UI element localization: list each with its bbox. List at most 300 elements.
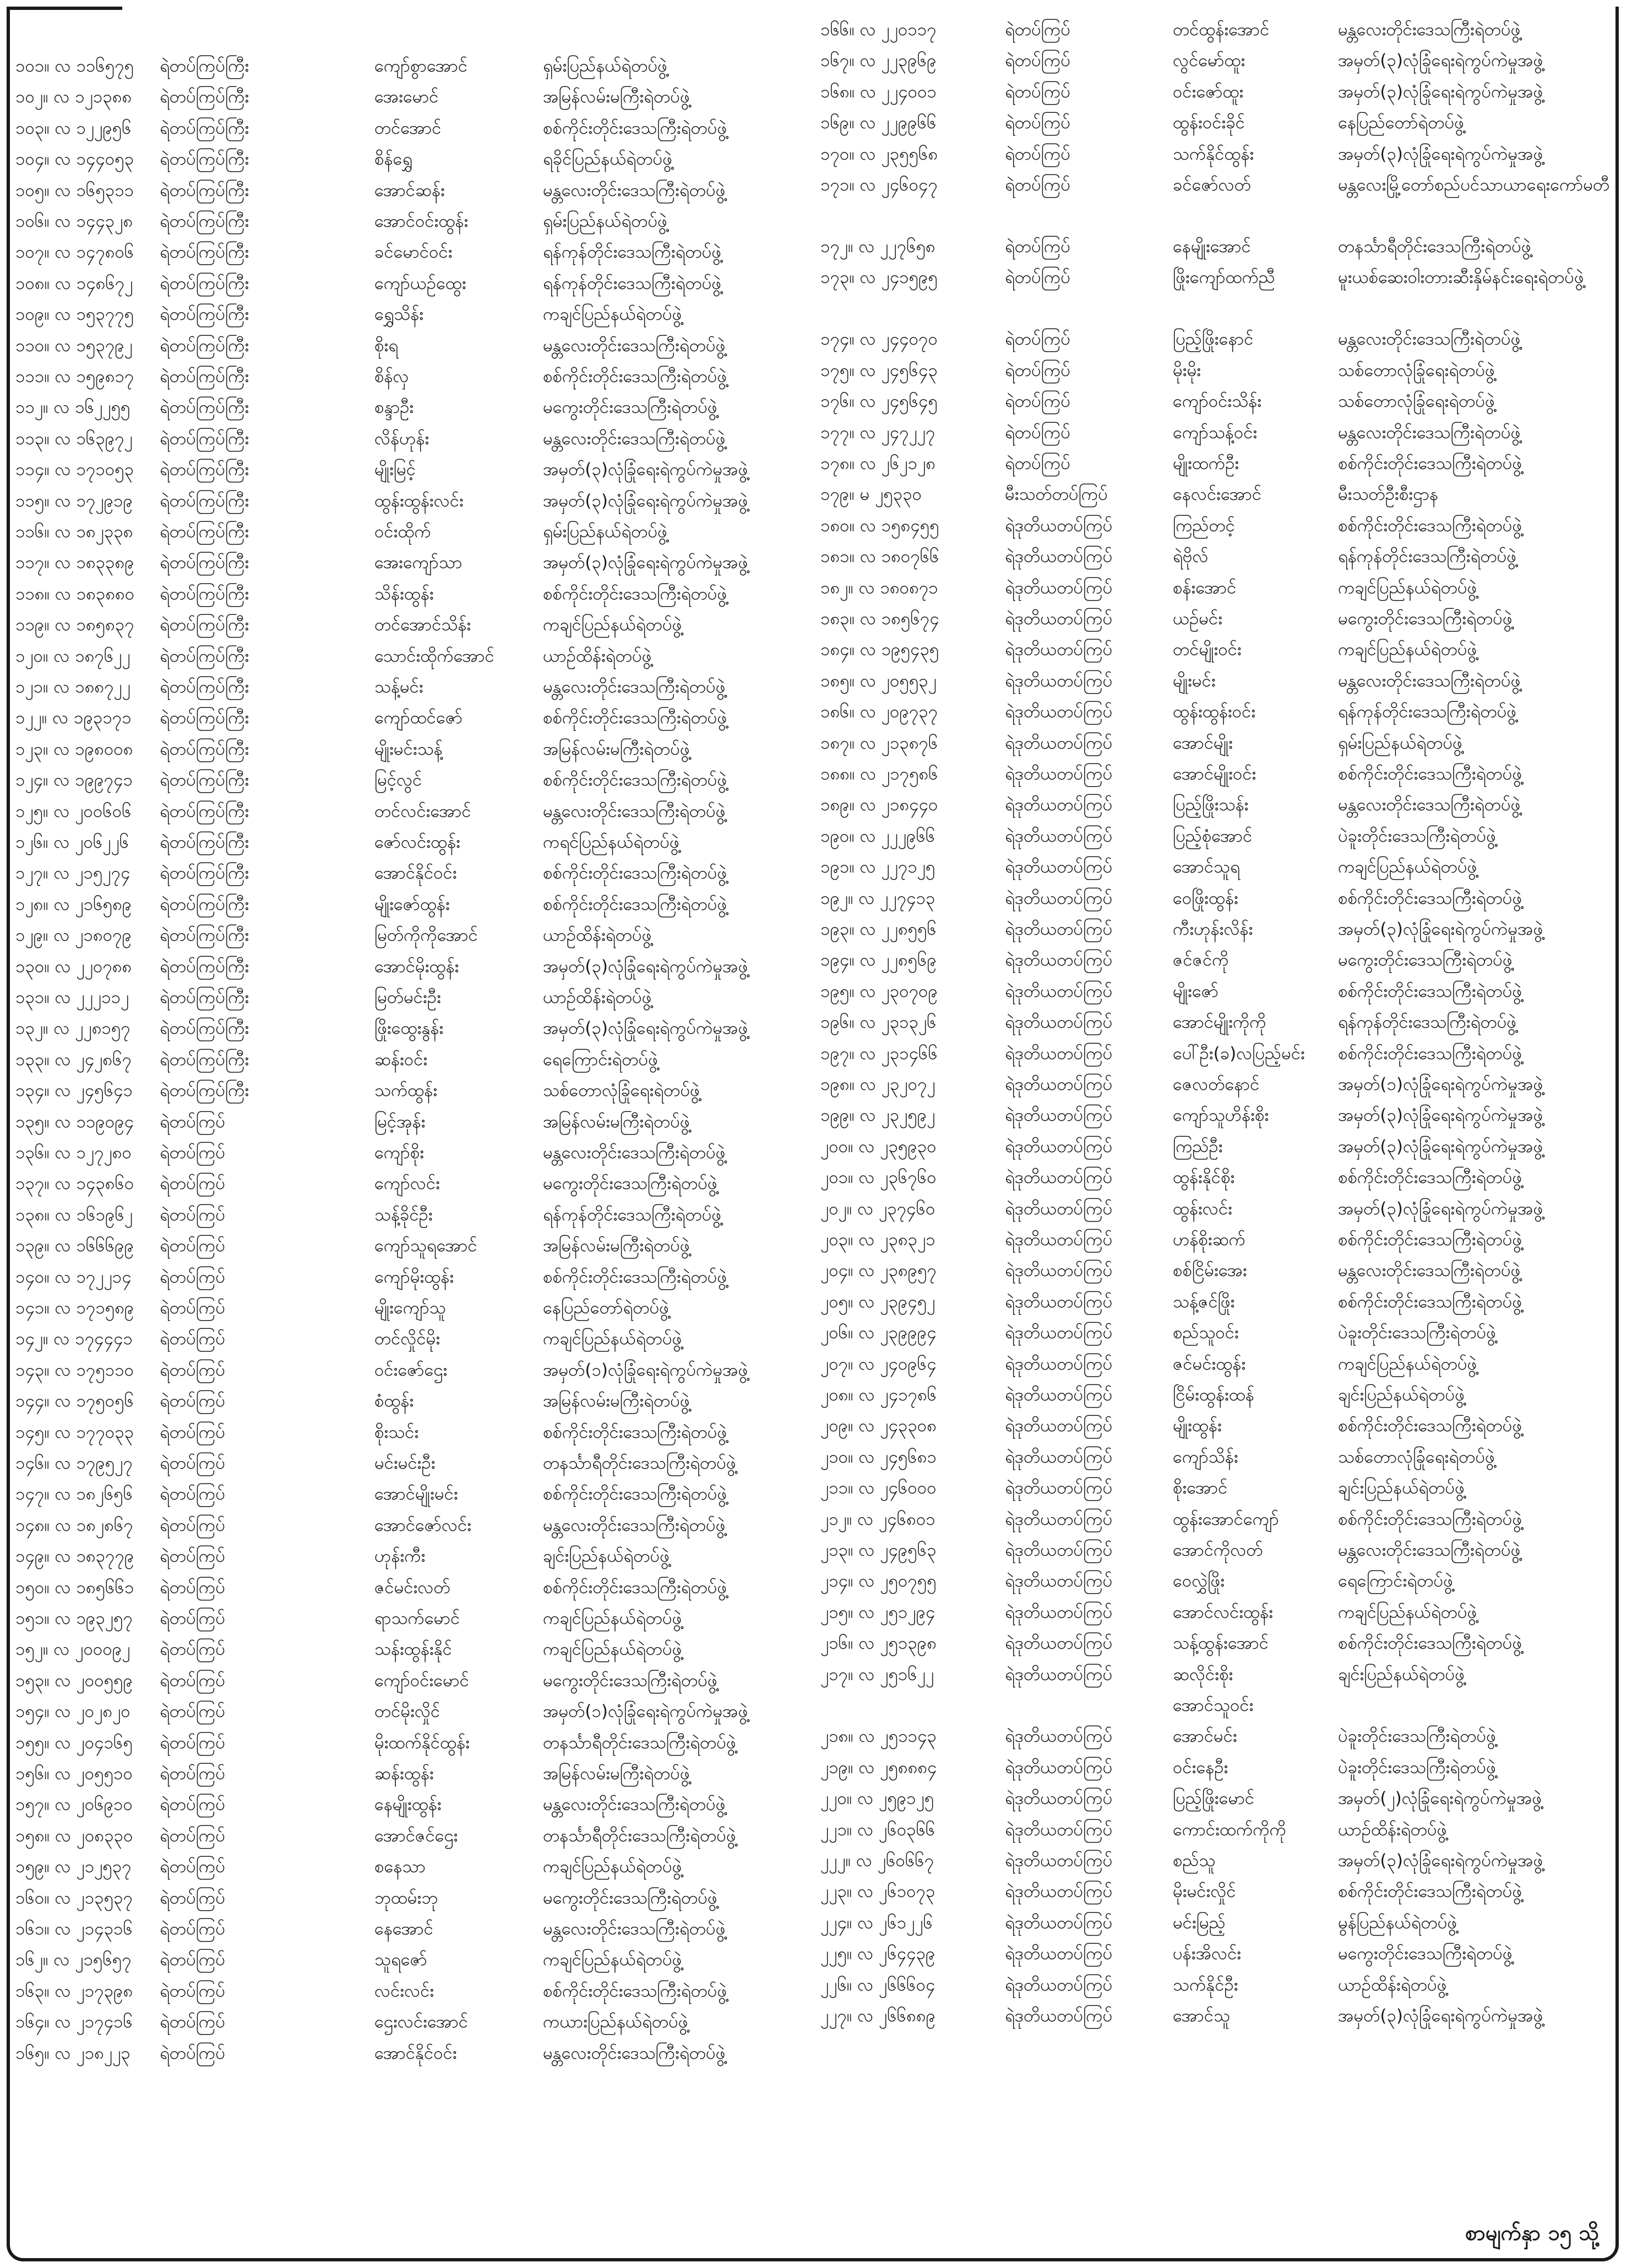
unit: စစ်ကိုင်းတိုင်းဒေသကြီးရဲတပ်ဖွဲ့ — [1338, 1230, 1522, 1250]
unit: အမှတ်(၃)လုံခြုံရေးရဲကွပ်ကဲမှုအဖွဲ့ — [1338, 2006, 1543, 2026]
service-number: ၁၇၂။ လ ၂၂၇၆၅၈ — [820, 237, 935, 257]
unit: ပဲခူးတိုင်းဒေသကြီးရဲတပ်ဖွဲ့ — [1338, 1757, 1496, 1778]
list-item — [820, 2000, 1613, 2031]
unit: မန္တလေးတိုင်းဒေသကြီးရဲတပ်ဖွဲ့ — [543, 2043, 726, 2063]
name: သက်နိုင်ထွန်း — [1173, 144, 1254, 164]
rank: ရဲဒုတိယတပ်ကြပ် — [1005, 1726, 1113, 1747]
rank: ရဲတပ်ကြပ်ကြီး — [160, 273, 249, 293]
unit: ချင်းပြည်နယ်ရဲတပ်ဖွဲ့ — [543, 1546, 670, 1567]
list-item — [15, 1013, 814, 1044]
service-number: ၁၈၇။ လ ၂၁၃၈၇၆ — [820, 733, 938, 753]
rank: ရဲဒုတိယတပ်ကြပ် — [1005, 950, 1113, 971]
service-number: ၁၆၃။ လ ၂၁၇၃၉၈ — [15, 1981, 133, 2001]
rank: ရဲဒုတိယတပ်ကြပ် — [1005, 733, 1113, 753]
unit: သစ်တောလုံခြုံရေးရဲတပ်ဖွဲ့ — [1338, 1447, 1495, 1467]
unit: ချင်းပြည်နယ်ရဲတပ်ဖွဲ့ — [1338, 1478, 1465, 1498]
service-number: ၁၁၂။ လ ၁၆၂၂၅၅ — [15, 397, 130, 418]
list-item — [820, 1349, 1613, 1380]
rank: ရဲတပ်ကြပ်ကြီး — [160, 335, 249, 356]
rank: ရဲဒုတိယတပ်ကြပ် — [1005, 1354, 1113, 1374]
list-item — [15, 1696, 814, 1727]
list-item — [820, 1752, 1613, 1783]
rank: ရဲတပ်ကြပ် — [160, 1981, 225, 2001]
unit: တနင်္သာရီတိုင်းဒေသကြီးရဲတပ်ဖွဲ့ — [1338, 237, 1531, 257]
unit: အမှတ်(၃)လုံခြုံရေးရဲကွပ်ကဲမှုအဖွဲ့ — [543, 956, 748, 977]
name: သန့်မင်း — [374, 677, 423, 697]
service-number: ၂၁၉။ လ ၂၅၈၈၈၄ — [820, 1757, 937, 1778]
name: စစ်ငြိမ်းအေး — [1173, 1261, 1247, 1281]
name: စည်သူ — [1173, 1851, 1216, 1871]
rank: ရဲတပ်ကြပ် — [1005, 454, 1070, 473]
rank: ရဲတပ်ကြပ်ကြီး — [160, 677, 249, 697]
unit: အမှတ်(၃)လုံခြုံရေးရဲကွပ်ကဲမှုအဖွဲ့ — [1338, 1136, 1543, 1157]
rank: ရဲတပ်ကြပ် — [160, 1329, 225, 1349]
name: စံထွန်း — [374, 1391, 414, 1411]
rank: ရဲတပ်ကြပ် — [160, 1360, 225, 1380]
rank: ရဲတပ်ကြပ် — [160, 1888, 225, 1908]
list-item — [15, 1944, 814, 1975]
rank: ရဲတပ်ကြပ် — [160, 1764, 225, 1784]
service-number: ၁၇၉။ မ ၂၅၃၃၀ — [820, 484, 922, 505]
rank: ရဲဒုတိယတပ်ကြပ် — [1005, 1323, 1113, 1343]
rank: ရဲဒုတိယတပ်ကြပ် — [1005, 1136, 1113, 1157]
service-number: ၁၆၁။ လ ၂၁၄၃၁၆ — [15, 1919, 133, 1939]
list-item — [15, 641, 814, 672]
unit: မန္တလေးတိုင်းဒေသကြီးရဲတပ်ဖွဲ့ — [543, 428, 726, 449]
list-item — [820, 386, 1613, 417]
rank: ရဲတပ်ကြပ် — [160, 1422, 225, 1442]
service-number: ၁၇၇။ လ ၂၄၇၂၂၇ — [820, 422, 935, 443]
service-number: ၁၅၉။ လ ၂၁၂၅၃၇ — [15, 1857, 132, 1877]
list-item — [820, 1845, 1613, 1876]
unit: ယာဉ်ထိန်းရဲတပ်ဖွဲ့ — [1338, 1975, 1447, 1995]
service-number: ၁၂၂။ လ ၁၉၃၁၇၁ — [15, 708, 132, 728]
name: ဘုထမ်းဘု — [374, 1888, 438, 1908]
rank: ရဲတပ်ကြပ် — [1005, 237, 1070, 257]
list-item — [15, 1789, 814, 1820]
rank: ရဲဒုတိယတပ်ကြပ် — [1005, 888, 1113, 908]
rank: ရဲဒုတိယတပ်ကြပ် — [1005, 826, 1113, 846]
list-item — [15, 920, 814, 951]
service-number: ၁၈၆။ လ ၂၀၉၇၃၇ — [820, 702, 938, 722]
name: ဖြိုးထွေးနွန်း — [374, 1018, 444, 1039]
name: အောင်သူ — [1173, 2006, 1230, 2026]
service-number: ၂၁၁။ လ ၂၄၆၀၀၀ — [820, 1478, 937, 1498]
name: ကျော်ထင်ဇော် — [374, 708, 463, 728]
rank: ရဲဒုတိယတပ်ကြပ် — [1005, 1633, 1113, 1654]
name: ကီးဟုန်းလိန်း — [1173, 919, 1253, 939]
unit: စစ်ကိုင်းတိုင်းဒေသကြီးရဲတပ်ဖွဲ့ — [543, 863, 727, 884]
name: အောင်မိုးထွန်း — [374, 956, 459, 977]
list-item — [15, 734, 814, 765]
rank: ရဲတပ်ကြပ်ကြီး — [160, 584, 249, 604]
list-item — [820, 1410, 1613, 1441]
list-item — [15, 858, 814, 888]
name: အောင်သူရ — [1173, 857, 1240, 877]
name: နေလင်းအောင် — [1173, 484, 1262, 505]
unit: တနင်္သာရီတိုင်းဒေသကြီးရဲတပ်ဖွဲ့ — [543, 1732, 736, 1753]
unit: အမြန်လမ်းမကြီးရဲတပ်ဖွဲ့ — [543, 739, 690, 759]
unit: အမှတ်(၁)လုံခြုံရေးရဲကွပ်ကဲမှုအဖွဲ့ — [543, 1702, 748, 1722]
rank: ရဲဒုတိယတပ်ကြပ် — [1005, 919, 1113, 939]
service-number: ၂၀၃။ လ ၂၃၈၃၂၁ — [820, 1230, 935, 1250]
name: အောင်နိုင်ဝင်း — [374, 863, 457, 884]
name: တင်မျိုးဝင်း — [1173, 640, 1242, 660]
list-item — [820, 479, 1613, 510]
service-number: ၁၁၉။ လ ၁၈၅၈၃၇ — [15, 615, 134, 635]
rank: ရဲဒုတိယတပ်ကြပ် — [1005, 1975, 1113, 1995]
service-number: ၁၉၁။ လ ၂၂၇၁၂၅ — [820, 857, 935, 877]
name: စန္ဒာဦး — [374, 397, 414, 418]
name: ဖြိုးကျော်ထက်ညီ — [1173, 268, 1275, 288]
list-item — [15, 1417, 814, 1448]
list-item — [820, 14, 1613, 45]
name: သူရဇော် — [374, 1950, 427, 1970]
unit: အမှတ်(၃)လုံခြုံရေးရဲကွပ်ကဲမှုအဖွဲ့ — [1338, 1198, 1543, 1219]
list-item — [15, 423, 814, 454]
service-number: ၁၈၂။ လ ၁၈၀၈၇၁ — [820, 577, 938, 598]
name: ဌေးလင်းအောင် — [374, 2012, 469, 2032]
service-number: ၁၆၈။ လ ၂၂၄၀၀၁ — [820, 81, 937, 102]
service-number: ၁၁၆။ လ ၁၈၂၃၃၈ — [15, 522, 133, 542]
unit: မန္တလေးတိုင်းဒေသကြီးရဲတပ်ဖွဲ့ — [543, 801, 726, 821]
list-item — [820, 1380, 1613, 1410]
name: သက်နိုင်ဦး — [1173, 1975, 1238, 1995]
service-number: ၂၀၅။ လ ၂၃၉၄၅၂ — [820, 1291, 935, 1312]
list-item — [15, 1355, 814, 1386]
unit: အမှတ်(၃)လုံခြုံရေးရဲကွပ်ကဲမှုအဖွဲ့ — [1338, 144, 1543, 164]
service-number: ၂၀၈။ လ ၂၄၁၇၈၆ — [820, 1385, 937, 1405]
service-number: ၁၉၀။ လ ၂၂၂၉၆၆ — [820, 826, 935, 846]
service-number: ၁၀၄။ လ ၁၄၄၀၅၃ — [15, 149, 134, 170]
rank: ရဲတပ်ကြပ်ကြီး — [160, 894, 249, 914]
rank: ရဲတပ်ကြပ်ကြီး — [160, 1018, 249, 1039]
rank: ရဲတပ်ကြပ်ကြီး — [160, 553, 249, 573]
service-number: ၂၂၄။ လ ၂၆၁၂၂၆ — [820, 1912, 933, 1933]
unit: အမှတ်(၃)လုံခြုံရေးရဲကွပ်ကဲမှုအဖွဲ့ — [1338, 81, 1543, 102]
rank: ရဲဒုတိယတပ်ကြပ် — [1005, 1385, 1113, 1405]
unit: မွန်ပြည်နယ်ရဲတပ်ဖွဲ့ — [1338, 1912, 1457, 1933]
list-item — [820, 1783, 1613, 1814]
service-number: ၁၂၀။ လ ၁၈၇၆၂၂ — [15, 646, 130, 666]
rank: ရဲတပ်ကြပ်ကြီး — [160, 522, 249, 542]
rank: ရဲဒုတိယတပ်ကြပ် — [1005, 857, 1113, 877]
unit: ရှမ်းပြည်နယ်ရဲတပ်ဖွဲ့ — [543, 56, 667, 76]
service-number: ၁၉၇။ လ ၂၃၁၄၆၆ — [820, 1043, 938, 1064]
service-number: ၁၀၂။ လ ၁၂၁၃၈၈ — [15, 87, 132, 107]
unit: နေပြည်တော်ရဲတပ်ဖွဲ့ — [543, 1298, 669, 1318]
service-number: ၁၉၅။ လ ၂၃၀၇၀၉ — [820, 981, 938, 1001]
service-number: ၁၅၈။ လ ၂၀၈၃၃၀ — [15, 1825, 133, 1846]
rank: ရဲဒုတိယတပ်ကြပ် — [1005, 764, 1113, 784]
list-item — [820, 1907, 1613, 1938]
list-item — [15, 237, 814, 268]
service-number: ၁၉၈။ လ ၂၃၂၀၇၂ — [820, 1075, 935, 1094]
rank: ရဲတပ်ကြပ် — [1005, 113, 1070, 133]
name: ဝင်းနေဦး — [1173, 1757, 1228, 1778]
name: ကျော်ဝင်းမောင် — [374, 1670, 469, 1691]
name: တင်မိုးလှိုင် — [374, 1702, 440, 1722]
service-number: ၁၇၃။ လ ၂၄၁၅၉၅ — [820, 268, 938, 288]
unit: ရှမ်းပြည်နယ်ရဲတပ်ဖွဲ့ — [543, 211, 667, 231]
name: ကြည်တင့် — [1173, 515, 1235, 536]
service-number: ၂၁၂။ လ ၂၄၆၈၀၁ — [820, 1509, 935, 1529]
unit: ကချင်ပြည်နယ်ရဲတပ်ဖွဲ့ — [1338, 640, 1477, 660]
service-number: ၁၅၄။ လ ၂၀၂၈၂၀ — [15, 1702, 130, 1722]
list-item — [15, 1665, 814, 1696]
rank: ရဲတပ်ကြပ် — [160, 1795, 225, 1815]
unit: ရန်ကုန်တိုင်းဒေသကြီးရဲတပ်ဖွဲ့ — [543, 1204, 722, 1225]
unit: ကချင်ပြည်နယ်ရဲတပ်ဖွဲ့ — [1338, 857, 1477, 877]
service-number: ၁၅၁။ လ ၁၉၃၂၅၇ — [15, 1609, 133, 1628]
unit: အမှတ်(၃)လုံခြုံရေးရဲကွပ်ကဲမှုအဖွဲ့ — [1338, 919, 1543, 939]
list-item — [820, 914, 1613, 945]
name: အောင်နိုင်ဝင်း — [374, 2043, 457, 2063]
unit: မူးယစ်ဆေးဝါးတားဆီးနှိမ်နင်းရေးရဲတပ်ဖွဲ့ — [1338, 268, 1584, 288]
name: တင်ထွန်းအောင် — [1173, 20, 1270, 40]
list-item — [15, 609, 814, 640]
unit: သစ်တောလုံခြုံရေးရဲတပ်ဖွဲ့ — [1338, 391, 1495, 412]
service-number: ၁၂၈။ လ ၂၁၆၅၈၉ — [15, 894, 132, 914]
service-number: ၁၄၁။ လ ၁၇၁၅၈၉ — [15, 1298, 134, 1318]
service-number: ၁၁၄။ လ ၁၇၁၀၅၃ — [15, 460, 134, 480]
list-item — [820, 603, 1613, 634]
name: ကျော်မိုးထွန်း — [374, 1267, 454, 1287]
name: အောင်ဆန်း — [374, 180, 445, 200]
list-item — [820, 231, 1613, 262]
service-number: ၁၂၇။ လ ၂၁၅၂၇၄ — [15, 863, 130, 884]
name: ပြည့်ဖြိုးသန်း — [1173, 795, 1249, 815]
unit: စစ်ကိုင်းတိုင်းဒေသကြီးရဲတပ်ဖွဲ့ — [1338, 981, 1522, 1001]
list-item — [15, 547, 814, 578]
rank: ရဲဒုတိယတပ်ကြပ် — [1005, 640, 1113, 660]
name: နေမျိုးအောင် — [1173, 237, 1251, 257]
rank: ရဲတပ်ကြပ်ကြီး — [160, 770, 249, 790]
rank: ရဲဒုတိယတပ်ကြပ် — [1005, 1571, 1113, 1591]
list-item — [820, 1504, 1613, 1535]
rank: ရဲဒုတိယတပ်ကြပ် — [1005, 1602, 1113, 1622]
list-item — [15, 579, 814, 609]
unit: မန္တလေးတိုင်းဒေသကြီးရဲတပ်ဖွဲ့ — [1338, 670, 1521, 691]
rank: ရဲတပ်ကြပ် — [1005, 422, 1070, 443]
unit: ကချင်ပြည်နယ်ရဲတပ်ဖွဲ့ — [543, 304, 682, 325]
name: အောင်မင်း — [1173, 1726, 1237, 1747]
name: မိုးမင်းလှိုင် — [1173, 1882, 1236, 1902]
name: အောင်မျိုး — [1173, 733, 1233, 753]
list-item — [15, 206, 814, 237]
list-item — [820, 448, 1613, 479]
name: ကျော်ယဉ်ထွေး — [374, 273, 466, 293]
list-item — [15, 1851, 814, 1882]
list-item — [15, 392, 814, 423]
service-number: ၁၇၅။ လ ၂၄၅၆၄၃ — [820, 360, 938, 380]
service-number: ၁၂၆။ လ ၂၀၆၂၂၆ — [15, 832, 129, 852]
unit: မကွေးတိုင်းဒေသကြီးရဲတပ်ဖွဲ့ — [1338, 609, 1513, 629]
rank: ရဲတပ်ကြပ် — [160, 1143, 225, 1163]
service-number: ၁၀၈။ လ ၁၄၈၆၇၂ — [15, 273, 133, 293]
list-item — [820, 945, 1613, 975]
service-number: ၁၄၃။ လ ၁၇၅၁၁၀ — [15, 1360, 134, 1380]
rank: ရဲဒုတိယတပ်ကြပ် — [1005, 1447, 1113, 1467]
unit: စစ်ကိုင်းတိုင်းဒေသကြီးရဲတပ်ဖွဲ့ — [543, 770, 727, 790]
service-number: ၁၈၁။ လ ၁၈၀၇၆၆ — [820, 547, 939, 567]
unit: စစ်ကိုင်းတိုင်းဒေသကြီးရဲတပ်ဖွဲ့ — [543, 1981, 727, 2001]
rank: ရဲတပ်ကြပ် — [1005, 391, 1070, 412]
list-item — [820, 1162, 1613, 1193]
rank: ရဲဒုတိယတပ်ကြပ် — [1005, 1168, 1113, 1188]
rank: ရဲဒုတိယတပ်ကြပ် — [1005, 1789, 1113, 1809]
rank: ရဲတပ်ကြပ်ကြီး — [160, 1049, 249, 1070]
unit: စစ်ကိုင်းတိုင်းဒေသကြီးရဲတပ်ဖွဲ့ — [1338, 1509, 1522, 1529]
list-item — [15, 1323, 814, 1354]
name: ကျော်စွာအောင် — [374, 56, 468, 76]
list-item — [820, 1224, 1613, 1255]
service-number: ၁၈၈။ လ ၂၁၇၅၈၆ — [820, 764, 938, 784]
service-number: ၁၉၄။ လ ၂၂၈၅၆၉ — [820, 950, 937, 971]
list-item — [820, 1286, 1613, 1317]
service-number: ၁၉၃။ လ ၂၂၈၅၅၆ — [820, 919, 937, 939]
unit: အမှတ်(၃)လုံခြုံရေးရဲကွပ်ကဲမှုအဖွဲ့ — [543, 1018, 748, 1039]
name: အောင်မျိုးကိုကို — [1173, 1012, 1266, 1033]
list-item — [15, 1634, 814, 1665]
service-number: ၁၁၁။ လ ၁၅၉၈၁၇ — [15, 367, 134, 386]
unit: မကွေးတိုင်းဒေသကြီးရဲတပ်ဖွဲ့ — [1338, 1944, 1513, 1964]
name: စိန်ရွှေ — [374, 149, 412, 170]
unit: အမှတ်(၃)လုံခြုံရေးရဲကွပ်ကဲမှုအဖွဲ့ — [1338, 51, 1543, 71]
name: ပြည့်စုံအောင် — [1173, 826, 1253, 846]
unit: မန္တလေးတိုင်းဒေသကြီးရဲတပ်ဖွဲ့ — [1338, 422, 1521, 443]
service-number: ၁၇၀။ လ ၂၃၅၅၆၈ — [820, 144, 938, 164]
list-item — [820, 728, 1613, 759]
service-number: ၁၃၉။ လ ၁၆၆၆၉၉ — [15, 1236, 134, 1256]
list-item — [15, 113, 814, 144]
list-item — [820, 1535, 1613, 1566]
unit: စစ်ကိုင်းတိုင်းဒေသကြီးရဲတပ်ဖွဲ့ — [1338, 1043, 1522, 1064]
unit: မန္တလေးတိုင်းဒေသကြီးရဲတပ်ဖွဲ့ — [543, 1795, 726, 1815]
list-item — [820, 107, 1613, 138]
unit: စစ်ကိုင်းတိုင်းဒေသကြီးရဲတပ်ဖွဲ့ — [543, 894, 727, 914]
name: သန့်ထွန်းအောင် — [1173, 1633, 1269, 1654]
unit: ကရင်ပြည်နယ်ရဲတပ်ဖွဲ့ — [543, 832, 679, 852]
service-number: ၁၀၉။ လ ၁၅၃၇၇၅ — [15, 304, 134, 325]
name: ပေါ်ဦး(ခ)လပြည့်မင်း — [1173, 1043, 1305, 1064]
unit: အမြန်လမ်းမကြီးရဲတပ်ဖွဲ့ — [543, 1111, 690, 1132]
service-number: ၁၈၀။ လ ၁၅၈၄၅၅ — [820, 515, 939, 536]
rank: ရဲတပ်ကြပ်ကြီး — [160, 367, 249, 386]
service-number: ၁၇၆။ လ ၂၄၅၆၄၅ — [820, 391, 938, 412]
unit: ပဲခူးတိုင်းဒေသကြီးရဲတပ်ဖွဲ့ — [1338, 826, 1496, 846]
name: ဟုန်းကီး — [374, 1546, 426, 1567]
service-number: ၁၃၃။ လ ၂၄၂၈၆၇ — [15, 1049, 132, 1070]
list-item — [15, 1572, 814, 1603]
list-item — [820, 573, 1613, 603]
rank: ရဲဒုတိယတပ်ကြပ် — [1005, 1944, 1113, 1964]
rank: ရဲဒုတိယတပ်ကြပ် — [1005, 609, 1113, 629]
list-item — [820, 355, 1613, 386]
list-item — [15, 982, 814, 1013]
unit: မန္တလေးတိုင်းဒေသကြီးရဲတပ်ဖွဲ့ — [543, 1515, 726, 1535]
name: နေအောင် — [374, 1919, 433, 1939]
rank: ရဲဒုတိယတပ်ကြပ် — [1005, 795, 1113, 815]
unit: သစ်တောလုံခြုံရေးရဲတပ်ဖွဲ့ — [543, 1081, 700, 1101]
unit: မန္တလေးတိုင်းဒေသကြီးရဲတပ်ဖွဲ့ — [543, 1143, 726, 1163]
service-number: ၂၂၇။ လ ၂၆၆၈၈၉ — [820, 2006, 936, 2026]
list-item — [820, 1938, 1613, 1969]
list-item — [820, 852, 1613, 882]
list-item — [15, 1262, 814, 1293]
unit: မန္တလေးတိုင်းဒေသကြီးရဲတပ်ဖွဲ့ — [543, 677, 726, 697]
list-item — [820, 1038, 1613, 1069]
service-number: ၁၃၇။ လ ၁၄၃၈၆၀ — [15, 1174, 134, 1194]
service-number: ၁၁၃။ လ ၁၆၃၉၇၂ — [15, 428, 133, 449]
name: လင်းလင်း — [374, 1981, 434, 2001]
list-item — [15, 702, 814, 733]
list-item — [15, 1075, 814, 1106]
unit: မန္တလေးတိုင်းဒေသကြီးရဲတပ်ဖွဲ့ — [1338, 795, 1521, 815]
name: ဟန်စိုးဆက် — [1173, 1230, 1245, 1250]
service-number: ၁၁၈။ လ ၁၈၃၈၈၀ — [15, 584, 135, 604]
service-number: ၂၁၆။ လ ၂၅၁၃၉၈ — [820, 1633, 937, 1654]
list-item — [15, 486, 814, 516]
list-item — [820, 1442, 1613, 1473]
name: ဝေလွှဲဖြိုး — [1173, 1571, 1225, 1591]
list-item — [820, 1597, 1613, 1628]
unit: အမှတ်(၁)လုံခြုံရေးရဲကွပ်ကဲမှုအဖွဲ့ — [1338, 1075, 1543, 1094]
name: ဆလိုင်းစိုး — [1173, 1664, 1233, 1684]
rank: ရဲတပ်ကြပ်ကြီး — [160, 211, 249, 231]
unit: ကချင်ပြည်နယ်ရဲတပ်ဖွဲ့ — [543, 615, 682, 635]
unit: ရန်ကုန်တိုင်းဒေသကြီးရဲတပ်ဖွဲ့ — [1338, 547, 1517, 567]
list-item — [15, 1820, 814, 1851]
list-item — [15, 1479, 814, 1509]
list-item — [15, 889, 814, 920]
list-item — [15, 454, 814, 485]
list-item — [820, 45, 1613, 76]
unit: အမှတ်(၃)လုံခြုံရေးရဲကွပ်ကဲမှုအဖွဲ့ — [1338, 1105, 1543, 1126]
rank: ရဲဒုတိယတပ်ကြပ် — [1005, 981, 1113, 1001]
rank: ရဲဒုတိယတပ်ကြပ် — [1005, 515, 1113, 536]
rank: ရဲဒုတိယတပ်ကြပ် — [1005, 1105, 1113, 1126]
service-number: ၂၀၀။ လ ၂၃၅၉၃၀ — [820, 1136, 937, 1157]
list-item — [820, 1659, 1613, 1690]
name: ရွှေသိန်း — [374, 304, 424, 325]
unit: မကွေးတိုင်းဒေသကြီးရဲတပ်ဖွဲ့ — [543, 1174, 717, 1194]
service-number: ၂၁၄။ လ ၂၅၀၇၅၅ — [820, 1571, 937, 1591]
list-item — [820, 1317, 1613, 1348]
name: အောင်ဝင်းထွန်း — [374, 211, 469, 231]
service-number: ၁၁၅။ လ ၁၇၂၉၁၉ — [15, 490, 133, 511]
list-item — [15, 1293, 814, 1323]
name: သိန်းထွန်း — [374, 584, 434, 604]
list-item — [820, 262, 1613, 293]
unit: အမှတ်(၃)လုံခြုံရေးရဲကွပ်ကဲမှုအဖွဲ့ — [543, 553, 748, 573]
unit: အမြန်လမ်းမကြီးရဲတပ်ဖွဲ့ — [543, 1764, 690, 1784]
unit: ကချင်ပြည်နယ်ရဲတပ်ဖွဲ့ — [1338, 1602, 1477, 1622]
rank: ရဲတပ်ကြပ် — [160, 1174, 225, 1194]
name: တင်အောင်သိန်း — [374, 615, 471, 635]
rank: ရဲတပ်ကြပ် — [160, 1919, 225, 1939]
unit: ယာဉ်ထိန်းရဲတပ်ဖွဲ့ — [1338, 1819, 1447, 1840]
rank: ရဲဒုတိယတပ်ကြပ် — [1005, 1230, 1113, 1250]
list-item — [15, 1603, 814, 1634]
service-number: ၁၃၂။ လ ၂၂၈၁၅၇ — [15, 1018, 130, 1039]
list-item — [820, 976, 1613, 1007]
list-item — [15, 1106, 814, 1137]
service-number: ၂၂၂။ လ ၂၆၀၆၆၇ — [820, 1851, 934, 1871]
rank: ရဲတပ်ကြပ် — [160, 1453, 225, 1473]
name: ကျော်သန့်ဝင်း — [1173, 422, 1258, 443]
list-item — [15, 516, 814, 547]
